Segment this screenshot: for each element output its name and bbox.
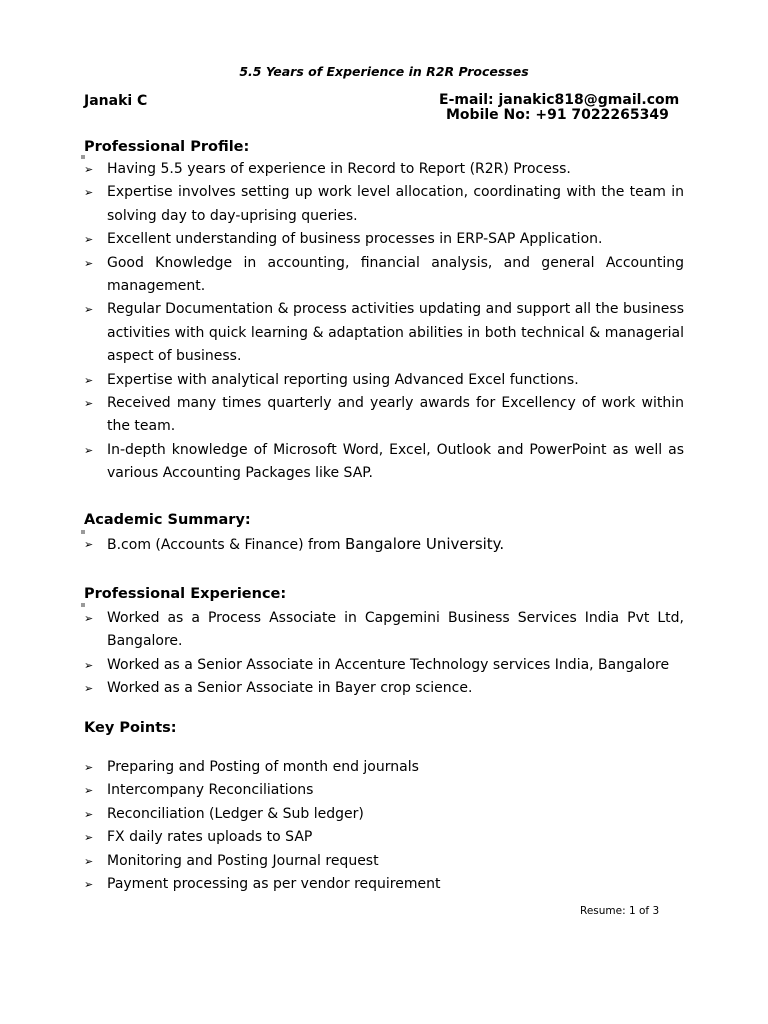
- list-item: ➢ Expertise with analytical reporting using Advanced Excel functions.: [84, 369, 684, 392]
- arrow-bullet-icon: ➢: [84, 682, 94, 696]
- list-item: ➢ Worked as a Senior Associate in Bayer crop science.: [84, 677, 684, 700]
- candidate-name: Janaki C: [84, 93, 148, 109]
- arrow-bullet-icon: ➢: [84, 303, 94, 317]
- list-item: ➢ Good Knowledge in accounting, financial analysis, and general Accounting management.: [84, 252, 684, 299]
- list-item: ➢ B.com (Accounts & Finance) from Bangalore University.: [84, 533, 684, 557]
- page-number: Resume: 1 of 3: [580, 905, 660, 917]
- profile-heading: Professional Profile:: [84, 139, 250, 155]
- experience-list: [84, 607, 684, 701]
- list-item: ➢ Excellent understanding of business processes in ERP-SAP Application.: [84, 228, 684, 251]
- arrow-bullet-icon: ➢: [84, 163, 94, 176]
- arrow-bullet-icon: ➢: [84, 397, 94, 411]
- list-item: ➢ Worked as a Process Associate in Capgemini Business Services India Pvt Ltd, Bangalore.: [84, 607, 684, 654]
- list-item: ➢ Expertise involves setting up work level allocation, coordinating with the team in solving day to day-uprising queries.: [84, 181, 684, 228]
- list-item: ➢ In-depth knowledge of Microsoft Word, Excel, Outlook and PowerPoint as well as various Accounting Packages like SAP.: [84, 439, 684, 486]
- arrow-bullet-icon: ➢: [84, 658, 94, 672]
- arrow-bullet-icon: ➢: [84, 373, 94, 387]
- arrow-bullet-icon: ➢: [84, 761, 94, 774]
- email-text: E-mail: janakic818@gmail.com: [439, 92, 680, 108]
- list-item: ➢ Payment processing as per vendor requirement: [84, 873, 684, 896]
- profile-list: [84, 158, 684, 486]
- academic-heading: Academic Summary:: [84, 512, 251, 528]
- arrow-bullet-icon: ➢: [84, 831, 94, 845]
- list-item: ➢ Received many times quarterly and yearly awards for Excellency of work within the team.: [84, 392, 684, 439]
- contact-block: [439, 93, 679, 123]
- arrow-bullet-icon: ➢: [84, 612, 94, 625]
- arrow-bullet-icon: ➢: [84, 256, 94, 270]
- arrow-bullet-icon: ➢: [84, 233, 94, 247]
- arrow-bullet-icon: ➢: [84, 186, 94, 200]
- document-title: 5.5 Years of Experience in R2R Processes: [239, 64, 529, 79]
- list-item: ➢ Having 5.5 years of experience in Record to Report (R2R) Process.: [84, 158, 684, 181]
- key-points-list: [84, 756, 684, 896]
- list-item: ➢ Reconciliation (Ledger & Sub ledger): [84, 803, 684, 826]
- arrow-bullet-icon: ➢: [84, 854, 94, 868]
- list-item: ➢ Preparing and Posting of month end journals: [84, 756, 684, 779]
- key-points-heading: Key Points:: [84, 720, 177, 736]
- arrow-bullet-icon: ➢: [84, 878, 94, 892]
- list-item: ➢ Monitoring and Posting Journal request: [84, 850, 684, 873]
- list-item: ➢ Worked as a Senior Associate in Accenture Technology services India, Bangalore: [84, 654, 684, 677]
- arrow-bullet-icon: ➢: [84, 807, 94, 821]
- list-item: ➢ FX daily rates uploads to SAP: [84, 826, 684, 849]
- experience-heading: Professional Experience:: [84, 586, 287, 602]
- academic-list: [84, 533, 684, 557]
- arrow-bullet-icon: ➢: [84, 443, 94, 457]
- arrow-bullet-icon: ➢: [84, 784, 94, 798]
- list-item: ➢ Intercompany Reconciliations: [84, 779, 684, 802]
- mobile-text: Mobile No: +91 7022265349: [446, 107, 669, 123]
- list-item: ➢ Regular Documentation & process activities updating and support all the business activities with quick learning & adaptation abilities in both technical & managerial aspect of business.: [84, 298, 684, 368]
- arrow-bullet-icon: ➢: [84, 538, 94, 551]
